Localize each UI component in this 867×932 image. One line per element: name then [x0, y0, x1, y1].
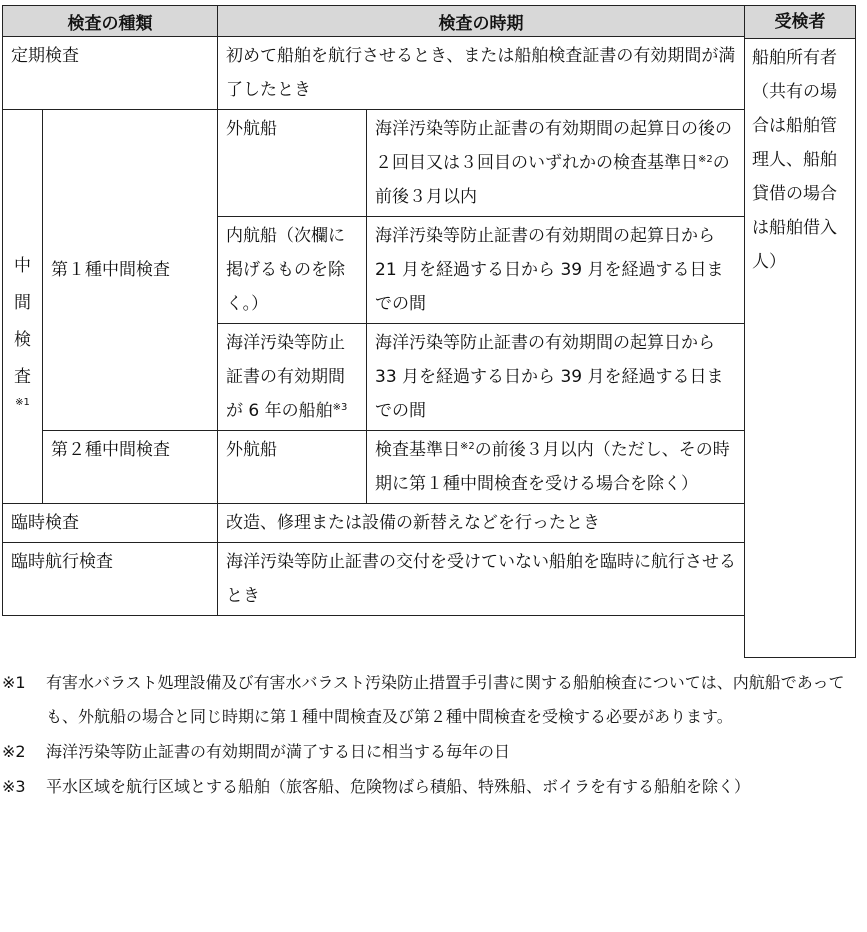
first-intermediate-label: 第１種中間検査 [43, 110, 218, 431]
table-row [3, 37, 745, 110]
second-ship: 外航船 [218, 431, 367, 504]
footnote: ※1 有害水バラスト処理設備及び有害水バラスト汚染防止措置手引書に関する船舶検査については、内航船であっても、外航船の場合と同じ時期に第１種中間検査及び第２種中間検査を受検する必要があります。 [2, 673, 845, 726]
periodic-timing: 初めて船舶を航行させるとき、または船舶検査証書の有効期間が満了したとき [218, 37, 745, 110]
ship-six-year: 海洋汚染等防止証書の有効期間が 6 年の船舶$^{※3}$ [218, 324, 367, 431]
temporary-label: 臨時検査 [3, 504, 218, 543]
periodic-label: 定期検査 [3, 37, 218, 110]
ship-domestic: 内航船（次欄に掲げるものを除く。） [218, 217, 367, 324]
inspection-table [2, 5, 745, 616]
temp-voyage-label: 臨時航行検査 [3, 543, 218, 616]
temporary-timing: 改造、修理または設備の新替えなどを行ったとき [218, 504, 745, 543]
table-row [3, 110, 745, 217]
header-recipient: 受検者 [745, 6, 855, 39]
intermediate-label: 中 間 検 査 ※1 [3, 110, 43, 504]
footnote: ※2 海洋汚染等防止証書の有効期間が満了する日に相当する毎年の日 [2, 742, 511, 761]
second-timing: 検査基準日$^{※2}$の前後３月以内（ただし、その時期に第１種中間検査を受ける場合を除く） [367, 431, 745, 504]
header-row [3, 6, 745, 37]
timing-domestic: 海洋汚染等防止証書の有効期間の起算日から 21 月を経過する日から 39 月を経過する日までの間 [367, 217, 745, 324]
timing-six-year: 海洋汚染等防止証書の有効期間の起算日から 33 月を経過する日から 39 月を経過する日までの間 [367, 324, 745, 431]
timing-ocean: 海洋汚染等防止証書の有効期間の起算日の後の２回目又は３回目のいずれかの検査基準日$^{※2}$の前後３月以内 [367, 110, 745, 217]
recipient-text: 船舶所有者（共有の場合は船舶管理人、船舶貸借の場合は船舶借入人） [752, 48, 837, 272]
table-row [3, 543, 745, 616]
temp-voyage-timing: 海洋汚染等防止証書の交付を受けていない船舶を臨時に航行させるとき [218, 543, 745, 616]
table-row [3, 504, 745, 543]
second-intermediate-label: 第２種中間検査 [43, 431, 218, 504]
footnote: ※3 平水区域を航行区域とする船舶（旅客船、危険物ばら積船、特殊船、ボイラを有する船舶を除く） [2, 777, 751, 796]
header-timing: 検査の時期 [218, 6, 745, 37]
recipient-column [744, 5, 856, 658]
table-row [3, 431, 745, 504]
header-type: 検査の種類 [3, 6, 218, 37]
footnotes [2, 666, 864, 805]
ship-ocean: 外航船 [218, 110, 367, 217]
note-mark: ※1 [15, 397, 30, 408]
